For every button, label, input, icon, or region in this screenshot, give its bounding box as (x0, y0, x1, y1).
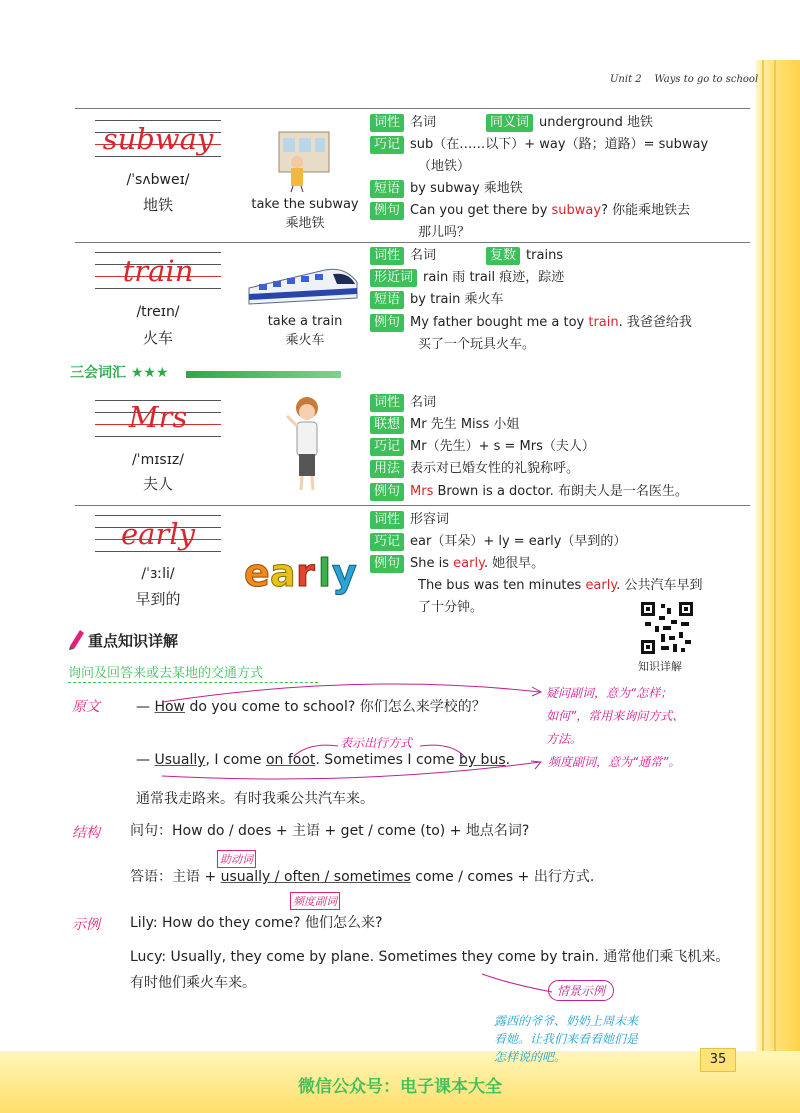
pos-line: 词性 名词 (370, 392, 436, 414)
divider (75, 108, 750, 109)
original-answer: — Usually, I come on foot. Sometimes I come by bus. (136, 752, 511, 768)
memo-line: 巧记 Mr（先生）+ s = Mrs（夫人） (370, 436, 595, 458)
example-line-2: The bus was ten minutes early. 公共汽车早到 (418, 578, 703, 593)
structure-question: 问句：How do / does + 主语 + get / come (to) + 地点名词? (130, 823, 530, 839)
word-meaning: 早到的 (135, 590, 181, 608)
page-edge-decoration (756, 60, 800, 1113)
train-illustration (245, 258, 360, 310)
phonetic: /ˈsʌbweɪ/ (126, 172, 190, 188)
word-meaning: 夫人 (142, 475, 173, 493)
watermark: 微信公众号：电子课本大全 (298, 1077, 502, 1097)
svg-text:y: y (332, 551, 357, 595)
page-number: 35 (700, 1048, 736, 1072)
arrow-usually (160, 756, 545, 786)
svg-text:l: l (318, 551, 332, 595)
divider (75, 505, 750, 506)
example-line-cont: 那儿吗？ (418, 225, 471, 240)
subway-illustration (275, 126, 335, 192)
phonetic: /ˈmɪsɪz/ (132, 452, 184, 468)
structure-answer: 答语：主语 + usually / often / sometimes come / comes + 出行方式. (130, 869, 595, 885)
label-original: 原文 (72, 699, 100, 715)
pencil-icon (66, 628, 86, 650)
example-line-2-cont: 了十分钟。 (418, 600, 484, 615)
example-line: 例句 My father bought me a toy train. 我爸爸给我 (370, 312, 692, 334)
example-line: 例句 She is early. 她很早。 (370, 553, 544, 575)
qr-code[interactable] (641, 602, 693, 654)
phrase-line: 短语 by train 乘火车 (370, 289, 504, 311)
note-means: 表示出行方式 (340, 736, 413, 750)
qr-label: 知识详解 (638, 660, 682, 673)
scene-note: 露西的爷爷、奶奶上周末来 看她。让我们来看看她们是 怎样说的吧。 (494, 1014, 639, 1064)
original-answer-cn: 通常我走路来。有时我乘公共汽车来。 (136, 791, 374, 807)
word-meaning: 地铁 (142, 196, 173, 214)
example-3: 有时他们乘火车来。 (130, 975, 256, 991)
example-1: Lily: How do they come? 他们怎么来? (130, 915, 383, 931)
note-how: 疑问副词，意为“怎样； 如何”，常用来询问方式、 方法。 (546, 686, 685, 746)
word-handwriting: subway (102, 122, 214, 156)
memo-line: 巧记 ear（耳朵）+ ly = early（早到的） (370, 531, 626, 553)
knowledge-subtitle: 询问及回答来或去某地的交通方式 (68, 666, 264, 681)
example-line-cont: 买了一个玩具火车。 (418, 337, 536, 352)
word-handwriting: early (121, 517, 195, 551)
svg-text:a: a (270, 551, 296, 595)
example-line: 例句 Mrs Brown is a doctor. 布朗夫人是一名医生。 (370, 481, 688, 503)
label-structure: 结构 (72, 825, 100, 841)
example-2: Lucy: Usually, they come by plane. Sometimes they come by train. 通常他们乘飞机来。 (130, 949, 730, 965)
assoc-line: 联想 Mr 先生 Miss 小姐 (370, 414, 519, 436)
divider (75, 242, 750, 243)
word-meaning: 火车 (142, 329, 173, 347)
note-freq: 频度副词，意为“通常”。 (548, 755, 681, 769)
example-line: 例句 Can you get there by subway? 你能乘地铁去 (370, 200, 690, 222)
word-handwriting: Mrs (128, 400, 188, 434)
phonetic: /treɪn/ (136, 304, 180, 320)
memo-line: 巧记 sub（在……以下）+ way（路；道路）= subway (370, 134, 708, 156)
early-illustration (242, 548, 364, 596)
word-handwriting: train (122, 254, 194, 288)
section-title-bar (186, 371, 341, 378)
pos-line: 词性 名词 复数 trains (370, 245, 563, 267)
picture-caption: take the subway 乘地铁 (251, 197, 359, 231)
arrow-how (160, 676, 545, 706)
pos-line: 词性 名词 同义词 underground 地铁 (370, 112, 653, 134)
memo-line-cont: （地铁） (418, 159, 471, 174)
phonetic: /ˈɜːli/ (141, 566, 175, 582)
note-aux: 助动词 (217, 850, 256, 868)
svg-text:r: r (296, 551, 315, 595)
mrs-illustration (285, 394, 330, 492)
svg-text:e: e (244, 551, 270, 595)
knowledge-title: 重点知识详解 (88, 632, 179, 650)
label-example: 示例 (72, 917, 100, 933)
phrase-line: 短语 by subway 乘地铁 (370, 178, 523, 200)
pos-line: 词性 形容词 (370, 509, 449, 531)
similar-line: 形近词 rain 雨 trail 痕迹，踪迹 (370, 267, 564, 289)
running-header: Unit 2 Ways to go to school (610, 74, 759, 85)
original-question: — How do you come to school? 你们怎么来学校的？ (136, 699, 486, 715)
note-freq-box: 频度副词 (290, 892, 340, 910)
scene-tag: 情景示例 (548, 980, 614, 1001)
usage-line: 用法 表示对已婚女性的礼貌称呼。 (370, 458, 579, 480)
section-title: 三会词汇 ★★★ (70, 365, 169, 381)
picture-caption: take a train 乘火车 (267, 314, 343, 348)
